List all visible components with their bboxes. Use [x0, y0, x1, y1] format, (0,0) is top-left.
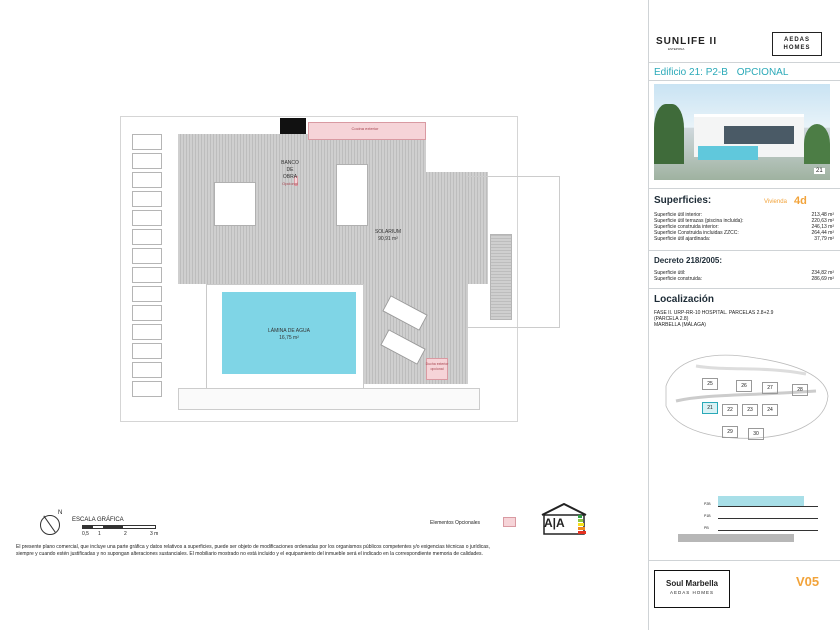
- north-arrow: [40, 515, 60, 535]
- floor-plan: [118, 116, 558, 422]
- decree-value-0: 234,82 m²: [811, 270, 834, 276]
- lot-28: 28: [792, 384, 808, 396]
- outdoor-shower-label: Ducha exterior opcional: [425, 362, 449, 371]
- pool-label: LÁMINA DE AGUA: [268, 328, 310, 334]
- lot-24: 24: [762, 404, 778, 416]
- location-line2: (PARCELA 2.8): [654, 316, 689, 322]
- scale-tick-2: 2: [124, 531, 127, 537]
- version-label: V05: [796, 574, 820, 589]
- aedas-logo-line1: AEDAS: [783, 37, 810, 43]
- energy-rating: A|A: [544, 516, 565, 530]
- soul-marbella-brand: AEDAS HOMES: [669, 590, 714, 595]
- scale-bar: [82, 525, 156, 529]
- surface-label-1: Superficie útil terrazas (piscina incluida):: [654, 218, 744, 224]
- surface-value-0: 213,48 m²: [811, 212, 834, 218]
- bottom-wall: [178, 388, 480, 410]
- lot-30: 30: [748, 428, 764, 440]
- site-map: [656, 346, 832, 446]
- solarium-label: SOLARIUM: [374, 229, 402, 235]
- bench-label-4: Opcional: [282, 181, 298, 186]
- lot-21: 21: [702, 402, 718, 414]
- scale-title: ESCALA GRÁFICA: [72, 517, 124, 523]
- soul-marbella-logo: [654, 570, 730, 608]
- optional-elements-swatch: [503, 517, 516, 527]
- aedas-logo: [772, 32, 822, 56]
- lot-26: 26: [736, 380, 752, 392]
- dwelling-number: 4d: [794, 195, 807, 207]
- building-render: [654, 84, 830, 180]
- decree-value-1: 286,69 m²: [811, 276, 834, 282]
- surface-value-1: 220,63 m²: [811, 218, 834, 224]
- aedas-logo-line2: HOMES: [783, 45, 811, 51]
- location-title: Localización: [654, 294, 715, 305]
- project-name: SUNLIFE II: [656, 36, 718, 47]
- optional-elements-label: Elementos Opcionales: [430, 520, 481, 526]
- floor-mark-p1b: P1B: [704, 514, 711, 518]
- dining-table: [336, 164, 368, 226]
- pool-area: 16,75 m²: [279, 335, 299, 341]
- decree-label-1: Superficie construida:: [654, 276, 703, 282]
- disclaimer-2: siempre y cuando estén justificadas y no supongan alteraciones sustanciales. El mobiliario mostrado no está incluido y el equipamiento del inmueble será el indicado en la correspondiente memoria de calidades.: [16, 551, 483, 557]
- project-sub: ESTEPONA: [668, 47, 685, 51]
- surface-label-2: Superficie construida interior:: [654, 224, 719, 230]
- surface-value-2: 246,13 m²: [811, 224, 834, 230]
- info-panel: [648, 0, 840, 630]
- location-line3: MARBELLA (MÁLAGA): [654, 322, 706, 328]
- bench-label-2: DE: [286, 167, 294, 173]
- soul-marbella-name: Soul Marbella: [665, 579, 718, 588]
- lot-25: 25: [702, 378, 718, 390]
- render-tag: 21: [816, 168, 823, 174]
- scale-tick-1: 1: [98, 531, 101, 537]
- surface-label-4: Superficie útil ajardinada:: [654, 236, 711, 242]
- deck-lower: [358, 284, 468, 384]
- decree-label-0: Superficie útil:: [654, 270, 686, 276]
- decree-title: Decreto 218/2005:: [654, 256, 723, 265]
- building-name: Edificio 21: P2-B: [654, 67, 728, 78]
- lot-23: 23: [742, 404, 758, 416]
- table-shape: [214, 182, 256, 226]
- north-label: N: [58, 510, 63, 516]
- scale-tick-3: 3 m: [150, 531, 159, 537]
- surfaces-title: Superficies:: [654, 195, 712, 206]
- section-elevation: [678, 494, 818, 546]
- surface-value-4: 37,79 m²: [814, 236, 834, 242]
- bench-label-3: OBRA: [282, 174, 298, 180]
- lot-27: 27: [762, 382, 778, 394]
- floor-mark-pb: PB: [704, 526, 709, 530]
- outdoor-kitchen: [308, 122, 426, 140]
- dwelling-label: Vivienda: [764, 199, 787, 205]
- bench-label-1: BANCO: [281, 160, 299, 166]
- surface-value-3: 264,44 m²: [811, 230, 834, 236]
- location-line1: FASE II. URP-RR-10 HOSPITAL. PARCELAS 2.8+2.9: [654, 310, 774, 316]
- option-label: OPCIONAL: [736, 67, 789, 78]
- building-title: [654, 67, 788, 78]
- surface-label-3: Superficie Construida incluidas ZZCC:: [654, 230, 739, 236]
- outdoor-kitchen-label: Cocina exterior: [351, 126, 379, 131]
- scale-tick-0: 0,5: [82, 531, 89, 537]
- lot-22: 22: [722, 404, 738, 416]
- planter-column: [132, 134, 162, 406]
- solarium-area: 90,91 m²: [378, 236, 398, 242]
- disclaimer-1: El presente plano comercial, que incluye una parte gráfica y datos relativos a superficies, puede ser objeto de modificaciones ordenadas por los organismos públicos competentes y/o exigencias técnicas o jurídicas,: [16, 544, 490, 550]
- right-wall: [466, 176, 560, 328]
- chimney: [280, 118, 306, 134]
- floor-mark-p2b: P2B: [704, 502, 711, 506]
- lot-29: 29: [722, 426, 738, 438]
- surface-label-0: Superficie útil interior:: [654, 212, 703, 218]
